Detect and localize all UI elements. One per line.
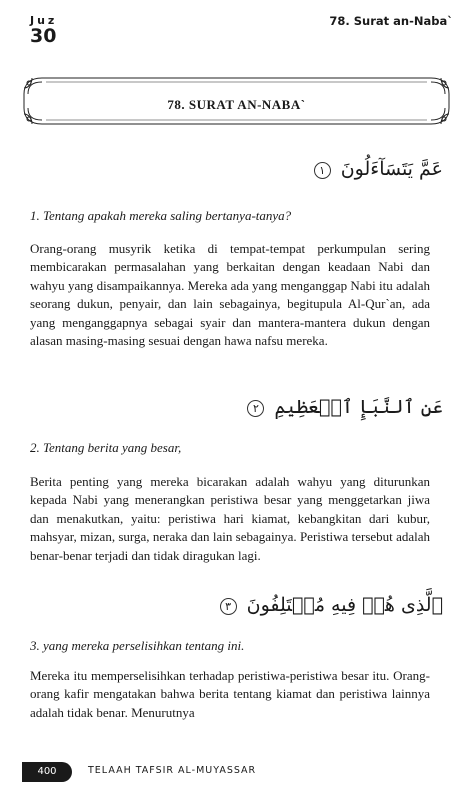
arabic-verse-2 (247, 396, 443, 418)
page-number: 400 (22, 762, 72, 782)
arabic-text: ٱلَّذِى هُمۡ فِيهِ مُخۡتَلِفُونَ (246, 594, 443, 616)
juz-indicator (30, 14, 57, 47)
translation-2: 2. Tentang berita yang besar, (30, 440, 182, 455)
running-title: 78. Surat an-Naba` (329, 14, 453, 28)
tafsir-paragraph-2: Berita penting yang mereka bicarakan adalah wahyu yang diturunkan kepada Nabi yang menerangkan peristiwa besar yang menggetarkan jiwa dan menakutkan, yaitu: peristiwa hari kiamat, kebangkitan dari kubur, mahsyar, mizan, surga, neraka dan lain sebagainya. Peristiwa tersebut adalah benar-benar terjadi dan tidak diragukan lagi. (30, 474, 430, 563)
book-title: TELAAH TAFSIR AL-MUYASSAR (88, 765, 257, 776)
ayah-number-marker: ٢ (247, 400, 264, 417)
surah-title-frame (20, 74, 453, 128)
arabic-text: عَنِ ٱلنَّبَإِ ٱلۡعَظِيمِ (274, 396, 443, 418)
translation-1: 1. Tentang apakah mereka saling bertanya-tanya? (30, 208, 292, 223)
arabic-verse-3 (220, 594, 443, 616)
arabic-text: عَمَّ يَتَسَآءَلُونَ (340, 158, 443, 180)
tafsir-paragraph-1: Orang-orang musyrik ketika di tempat-tempat perkumpulan sering membicarakan permasalahan yang berkaitan dengan keadaan Nabi dan wahyu yang disampaikannya. Mereka ada yang menganggap Nabi itu adalah seorang dukun, penyair, dan lain sebagainya, begitupula Al-Qur`an, ada yang menganggapnya sebagai syair dan mantera-mantera dukun dengan alasan masing-masing sesuai dengan hawa nafsu mereka. (30, 241, 430, 349)
surah-title: 78. SURAT AN-NABA` (167, 97, 306, 112)
juz-number: 30 (30, 25, 57, 47)
translation-3: 3. yang mereka perselisihkan tentang ini. (30, 638, 245, 653)
arabic-verse-1 (314, 158, 443, 180)
ayah-number-marker: ٣ (220, 598, 237, 615)
tafsir-paragraph-3: Mereka itu memperselisihkan terhadap peristiwa-peristiwa besar itu. Orang-orang kafir mengatakan bahwa berita tentang kiamat dan peristiwa lainnya adalah tidak benar. Menurutnya (30, 668, 430, 720)
ayah-number-marker: ١ (314, 162, 331, 179)
juz-label: Juz (30, 14, 58, 27)
